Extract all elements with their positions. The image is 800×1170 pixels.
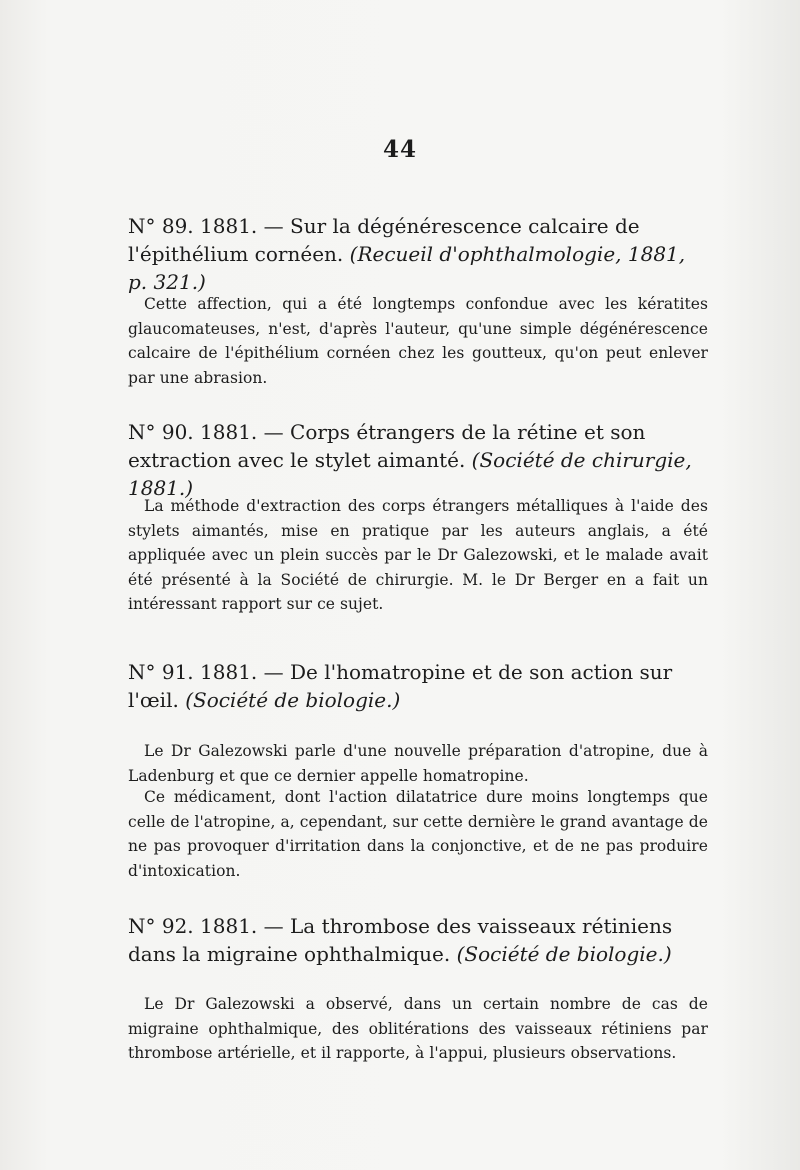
- entry-92-body: [128, 992, 708, 1066]
- entry-title: — Corps étrangers de la rétine et son extraction avec le stylet aimanté.: [128, 420, 646, 472]
- entry-91-body-2: [128, 785, 708, 883]
- entry-source: (Société de biologie.): [185, 688, 401, 712]
- entry-92: [128, 912, 708, 968]
- entry-title: — La thrombose des vaisseaux rétiniens dans la migraine ophthalmique.: [128, 914, 673, 966]
- entry-heading: [128, 418, 708, 502]
- paragraph: Le Dr Galezowski a observé, dans un certain nombre de cas de migraine ophthalmique, des oblitérations des vaisseaux rétiniens par thrombose artérielle, et il rapporte, à l'appui, plusieurs observations.: [128, 995, 708, 1062]
- entry-number: N° 91.: [128, 660, 194, 684]
- entry-number: N° 90.: [128, 420, 194, 444]
- entry-90-body: [128, 494, 708, 617]
- entry-year: 1881.: [200, 420, 258, 444]
- entry-source: (Recueil d'ophthalmologie, 1881, p. 321.): [128, 242, 686, 294]
- paragraph: Cette affection, qui a été longtemps confondue avec les kératites glaucomateuses, n'est, d'après l'auteur, qu'une simple dégénérescence calcaire de l'épithélium cornéen chez les goutteux, qu'on peut enlever par une abrasion.: [128, 295, 708, 387]
- entry-heading: [128, 212, 708, 296]
- entry-number: N° 92.: [128, 914, 194, 938]
- paragraph: Le Dr Galezowski parle d'une nouvelle préparation d'atropine, due à Ladenburg et que ce dernier appelle homatropine.: [128, 742, 708, 785]
- entry-source: (Société de chirurgie, 1881.): [128, 448, 692, 500]
- page-number: 44: [382, 136, 417, 163]
- entry-year: 1881.: [200, 914, 258, 938]
- entry-91-body: [128, 739, 708, 788]
- entry-source: (Société de biologie.): [456, 942, 672, 966]
- entry-91: [128, 658, 708, 714]
- entry-89-body: [128, 292, 708, 390]
- paragraph: Ce médicament, dont l'action dilatatrice dure moins longtemps que celle de l'atropine, a, cependant, sur cette dernière le grand avantage de ne pas provoquer d'irritation dans la conjonctive, et de ne pas produire d'intoxication.: [128, 788, 708, 880]
- entry-year: 1881.: [200, 214, 258, 238]
- entry-year: 1881.: [200, 660, 258, 684]
- entry-90: [128, 418, 708, 502]
- entry-89: [128, 212, 708, 296]
- entry-heading: [128, 658, 708, 714]
- entry-title: — De l'homatropine et de son action sur l'œil.: [128, 660, 673, 712]
- entry-title: — Sur la dégénérescence calcaire de l'épithélium cornéen.: [128, 214, 640, 266]
- entry-heading: [128, 912, 708, 968]
- entry-number: N° 89.: [128, 214, 194, 238]
- paragraph: La méthode d'extraction des corps étrangers métalliques à l'aide des stylets aimantés, mise en pratique par les auteurs anglais, a été appliquée avec un plein succès par le Dr Galezowski, et le malade avait été présenté à la Société de chirurgie. M. le Dr Berger en a fait un intéressant rapport sur ce sujet.: [128, 497, 708, 613]
